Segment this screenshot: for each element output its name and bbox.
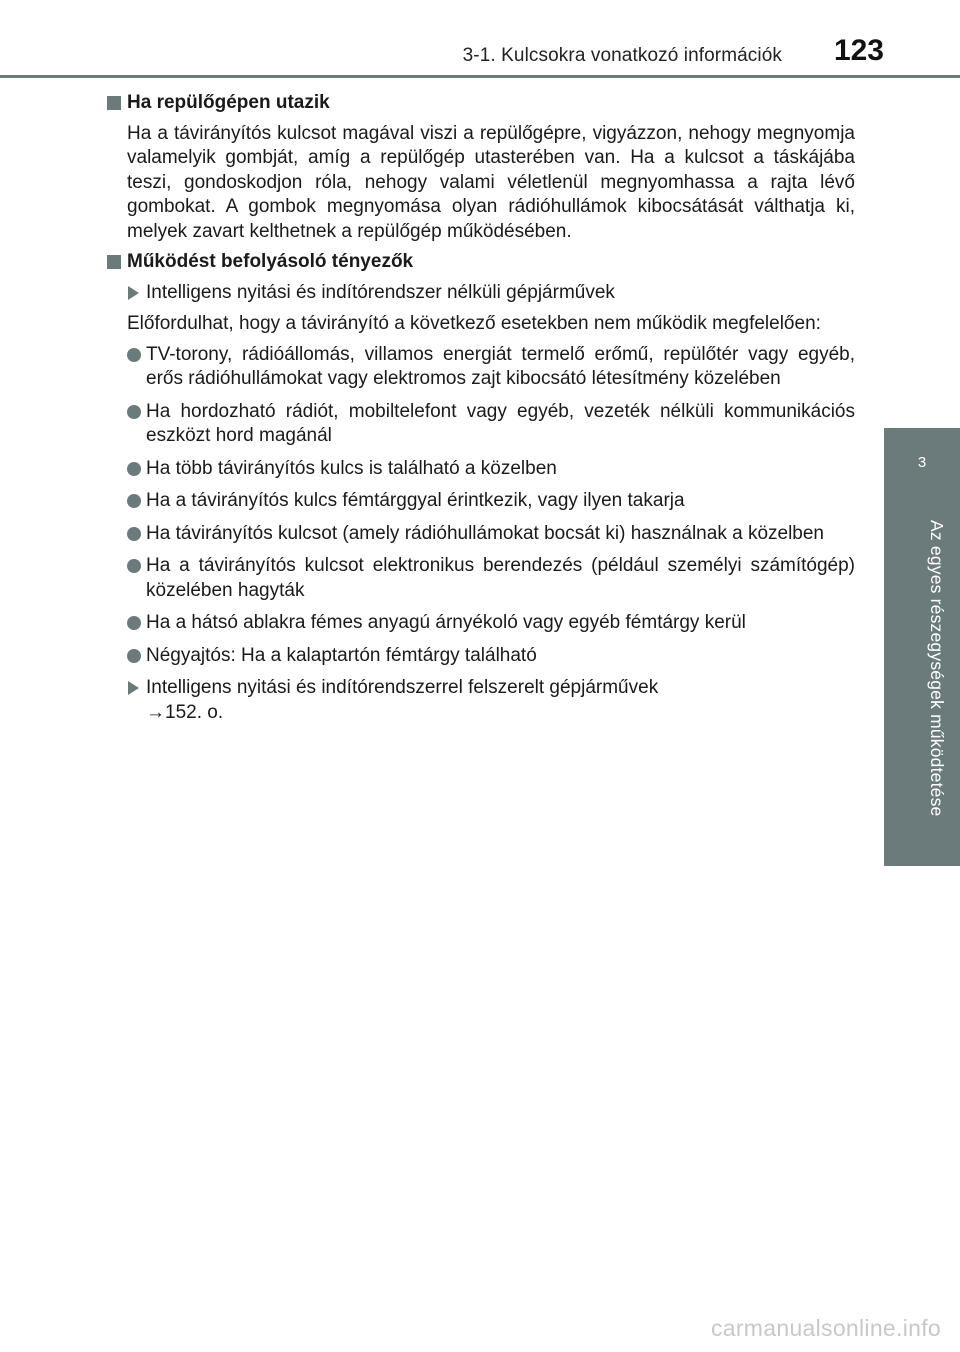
list-item: [127, 611, 855, 636]
list-item-text: TV-torony, rádióállomás, villamos energiát termelő erőmű, repülőtér vagy egyéb, erős rádióhullámokat vagy elektromos zajt kibocsátó létesítmény közelében: [146, 343, 855, 389]
triangle-arrow-icon: [128, 681, 139, 695]
subheading-text: Intelligens nyitási és indítórendszerrel felszerelt gépjárművek: [146, 677, 659, 698]
circle-bullet-icon: [127, 616, 141, 630]
chapter-number: 3: [917, 454, 927, 471]
content: [107, 91, 855, 732]
list-item-text: Ha a távirányítós kulcsot elektronikus berendezés (például személyi számítógép) közelében hagyták: [146, 555, 855, 601]
subheading-text: Intelligens nyitási és indítórendszer nélküli gépjárművek: [146, 281, 615, 303]
list-item: [127, 400, 855, 449]
list-item-text: Ha hordozható rádiót, mobiltelefont vagy egyéb, vezeték nélküli kommunikációs eszközt hord magánál: [146, 400, 855, 446]
list-item-text: Ha távirányítós kulcsot (amely rádióhullámokat bocsát ki) használnak a közelben: [146, 522, 824, 544]
list-item: [127, 554, 855, 603]
square-bullet-icon: [107, 96, 121, 110]
section-heading-factors: [107, 250, 855, 275]
airplane-paragraph: Ha a távirányítós kulcsot magával viszi a repülőgépre, vigyázzon, nehogy megnyomja valamelyik gombját, amíg a repülőgép utasterében van. Ha a kulcsot a táskájába teszi, gondoskodjon róla, nehogy valami véletlenül megnyomhassa a rajta lévő gombokat. A gombok megnyomása olyan rádióhullámok kibocsátását válthatja ki, melyek zavart kelthetnek a repülőgép működésében.: [127, 122, 855, 242]
square-bullet-icon: [107, 255, 121, 269]
circle-bullet-icon: [127, 559, 141, 573]
watermark-url: carmanualsonline.info: [710, 1315, 941, 1341]
list-item-text: Négyajtós: Ha a kalaptartón fémtárgy található: [146, 644, 537, 666]
list-item: [127, 489, 855, 514]
list-item: [127, 343, 855, 392]
section-heading-text: Működést befolyásoló tényezők: [127, 251, 414, 272]
subheading-without-smart-entry: [127, 281, 855, 306]
page-number: 123: [833, 34, 884, 67]
list-item-text: Ha több távirányítós kulcs is található a közelben: [146, 457, 557, 479]
circle-bullet-icon: [127, 649, 141, 663]
list-item-text: Ha a távirányítós kulcs fémtárggyal érintkezik, vagy ilyen takarja: [146, 490, 685, 511]
reference-arrow-icon: →: [146, 701, 165, 723]
factors-intro: Előfordulhat, hogy a távirányító a következő esetekben nem működik megfelelően:: [127, 313, 821, 334]
circle-bullet-icon: [127, 405, 141, 419]
list-item-text: Ha a hátsó ablakra fémes anyagú árnyékoló vagy egyéb fémtárgy kerül: [146, 612, 746, 633]
subheading-with-smart-entry: [127, 676, 855, 725]
circle-bullet-icon: [127, 527, 141, 541]
list-item: [127, 457, 855, 482]
triangle-arrow-icon: [128, 286, 139, 300]
circle-bullet-icon: [127, 494, 141, 508]
circle-bullet-icon: [127, 462, 141, 476]
section-heading-airplane: [107, 91, 855, 116]
list-item: [127, 644, 855, 669]
header-rule: [0, 75, 960, 78]
chapter-title: Az egyes részegységek működtetése: [927, 520, 947, 817]
circle-bullet-icon: [127, 348, 141, 362]
chapter-side-tab: [884, 428, 960, 866]
page-reference: 152. o.: [165, 701, 224, 723]
section-heading-text: Ha repülőgépen utazik: [127, 92, 330, 113]
list-item: [127, 522, 855, 547]
header-title: 3-1. Kulcsokra vonatkozó információk: [462, 45, 782, 66]
